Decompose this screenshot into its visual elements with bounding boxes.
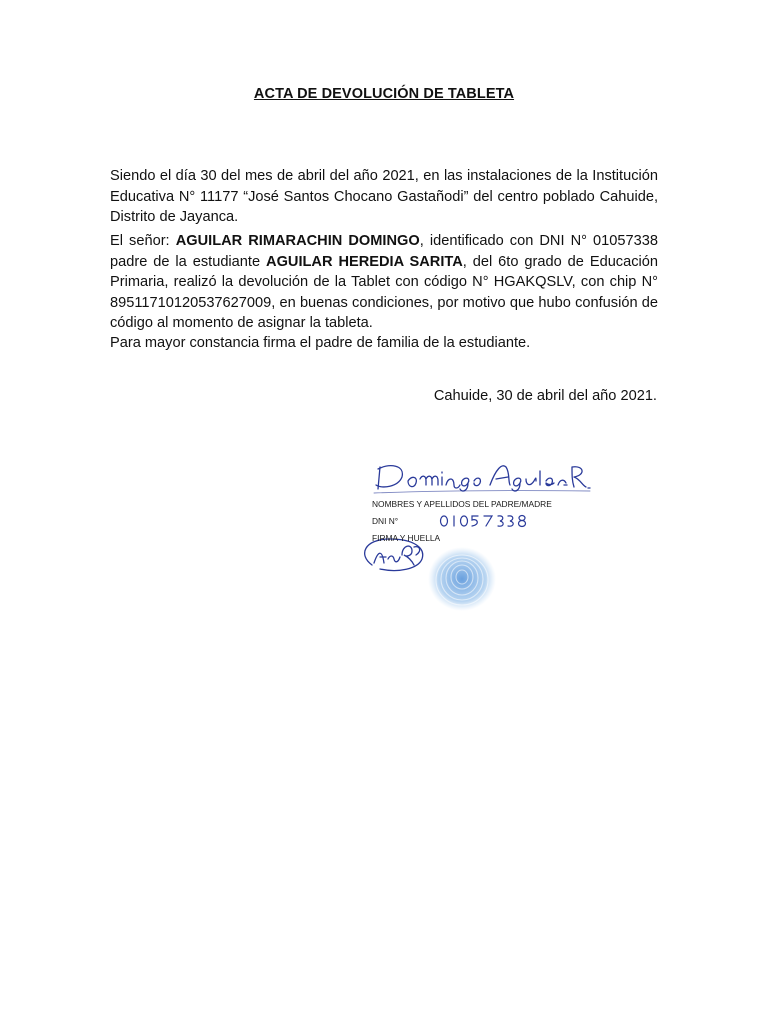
- document-title: ACTA DE DEVOLUCIÓN DE TABLETA: [253, 86, 515, 102]
- paragraph-details: [110, 231, 658, 334]
- paragraph-intro: Siendo el día 30 del mes de abril del año 2021, en las instalaciones de la Institución Educativa N° 11177 “José Santos Chocano Gastañodi” del centro poblado Cahuide, Distrito de Jayanca.: [110, 168, 658, 225]
- dateline: Cahuide, 30 de abril del año 2021.: [433, 388, 657, 404]
- paragraph-closing: Para mayor constancia firma el padre de familia de la estudiante.: [110, 335, 531, 351]
- signature-block: [350, 455, 610, 625]
- father-name: AGUILAR RIMARACHIN DOMINGO: [175, 233, 420, 249]
- label-sign: FIRMA Y HUELLA: [372, 533, 441, 543]
- student-name: AGUILAR HEREDIA SARITA: [266, 253, 463, 270]
- label-dni: DNI N°: [372, 516, 399, 526]
- paragraph-details-part2: , identificado con DNI N° 01057338 padre de la estudiante: [110, 233, 658, 270]
- handwritten-name: [374, 466, 590, 493]
- paragraph-details-part1: El señor:: [110, 233, 176, 249]
- signature-scribble: [365, 539, 423, 571]
- handwritten-dni: [441, 516, 526, 527]
- fingerprint-image: [428, 547, 496, 611]
- label-names: NOMBRES Y APELLIDOS DEL PADRE/MADRE: [372, 499, 552, 509]
- paragraph-details-part3: , del 6to grado de Educación Primaria, realizó la devolución de la Tablet con código N° HGAKQSLV, con chip N° 89511710120537627009, en buenas condiciones, por motivo que hubo confusión de código al momento de asignar la tableta.: [110, 253, 658, 331]
